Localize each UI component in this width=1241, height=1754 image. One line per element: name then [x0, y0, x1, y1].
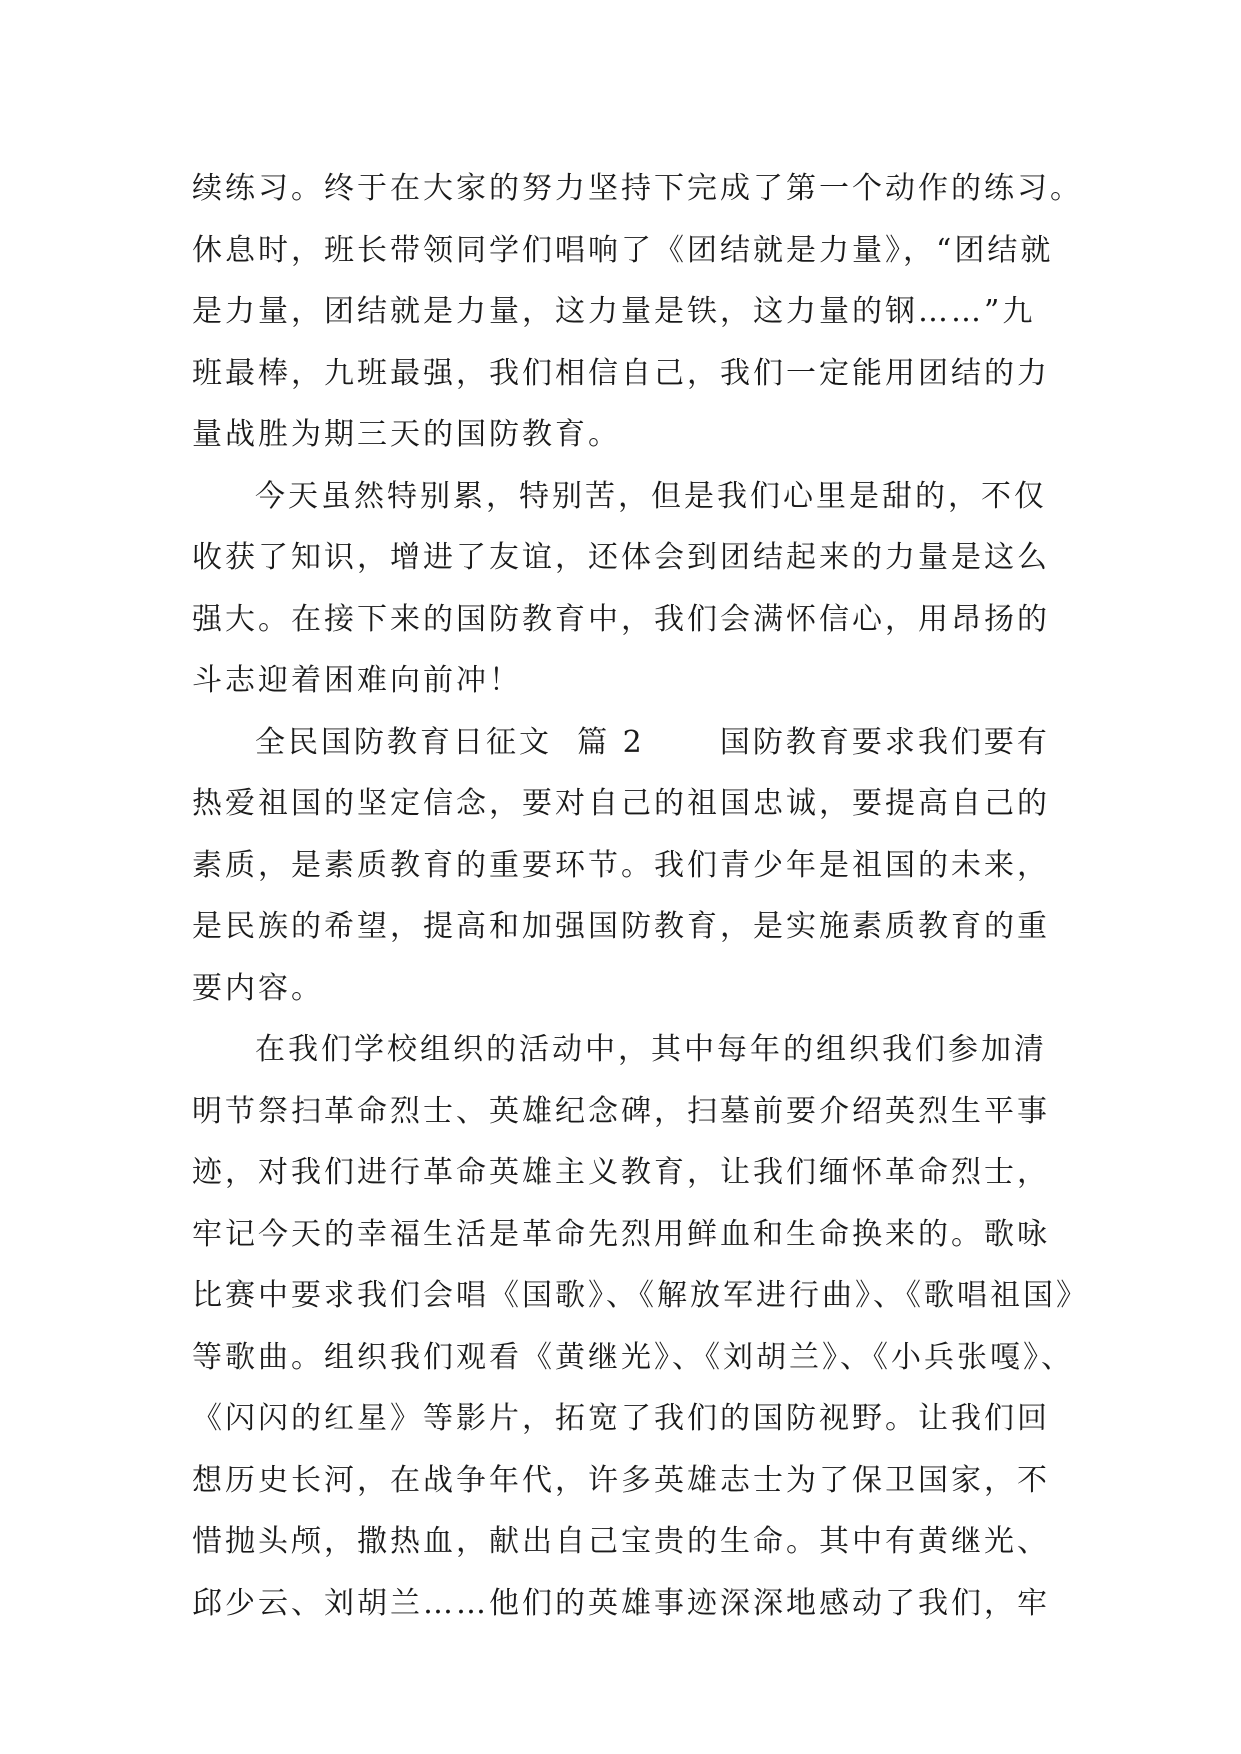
text-line: 收获了知识，增进了友谊，还体会到团结起来的力量是这么	[192, 540, 1050, 575]
text-line: 热爱祖国的坚定信念，要对自己的祖国忠诚，要提高自己的	[192, 786, 1050, 821]
text-line: 邱少云、刘胡兰……他们的英雄事迹深深地感动了我们，牢	[192, 1585, 1050, 1621]
text-line: 牢记今天的幸福生活是革命先烈用鲜血和生命换来的。歌咏	[192, 1216, 1050, 1252]
text-line: 强大。在接下来的国防教育中，我们会满怀信心，用昂扬的	[192, 601, 1050, 637]
text-line: 惜抛头颅，撒热血，献出自己宝贵的生命。其中有黄继光、	[192, 1524, 1050, 1559]
text-line: 斗志迎着困难向前冲！	[192, 663, 522, 698]
text-line: 班最棒，九班最强，我们相信自己，我们一定能用团结的力	[192, 355, 1050, 391]
text-line: 是力量，团结就是力量，这力量是铁，这力量的钢……”九	[192, 294, 1036, 329]
text-line: 是民族的希望，提高和加强国防教育，是实施素质教育的重	[192, 909, 1050, 944]
text-line: 迹，对我们进行革命英雄主义教育，让我们缅怀革命烈士，	[192, 1155, 1050, 1190]
text-line: 续练习。终于在大家的努力坚持下完成了第一个动作的练习。	[192, 171, 1083, 206]
text-line: 休息时，班长带领同学们唱响了《团结就是力量》，“团结就	[192, 232, 1054, 268]
text-line: 《闪闪的红星》等影片，拓宽了我们的国防视野。让我们回	[192, 1401, 1050, 1436]
text-line: 量战胜为期三天的国防教育。	[192, 417, 621, 452]
text-line: 等歌曲。组织我们观看《黄继光》、《刘胡兰》、《小兵张嘎》、	[192, 1339, 1074, 1375]
text-line: 要内容。	[192, 970, 324, 1006]
text-line: 在我们学校组织的活动中，其中每年的组织我们参加清	[255, 1032, 1047, 1067]
section-heading-line: 全民国防教育日征文 篇 2 国防教育要求我们要有	[255, 724, 1050, 760]
text-line: 想历史长河，在战争年代，许多英雄志士为了保卫国家，不	[192, 1462, 1050, 1498]
document-body	[192, 158, 1092, 1634]
text-line: 比赛中要求我们会唱《国歌》、《解放军进行曲》、《歌唱祖国》	[192, 1278, 1089, 1313]
text-line: 今天虽然特别累，特别苦，但是我们心里是甜的，不仅	[255, 478, 1047, 514]
text-line: 素质，是素质教育的重要环节。我们青少年是祖国的未来，	[192, 847, 1050, 883]
text-line: 明节祭扫革命烈士、英雄纪念碑，扫墓前要介绍英烈生平事	[192, 1093, 1050, 1129]
